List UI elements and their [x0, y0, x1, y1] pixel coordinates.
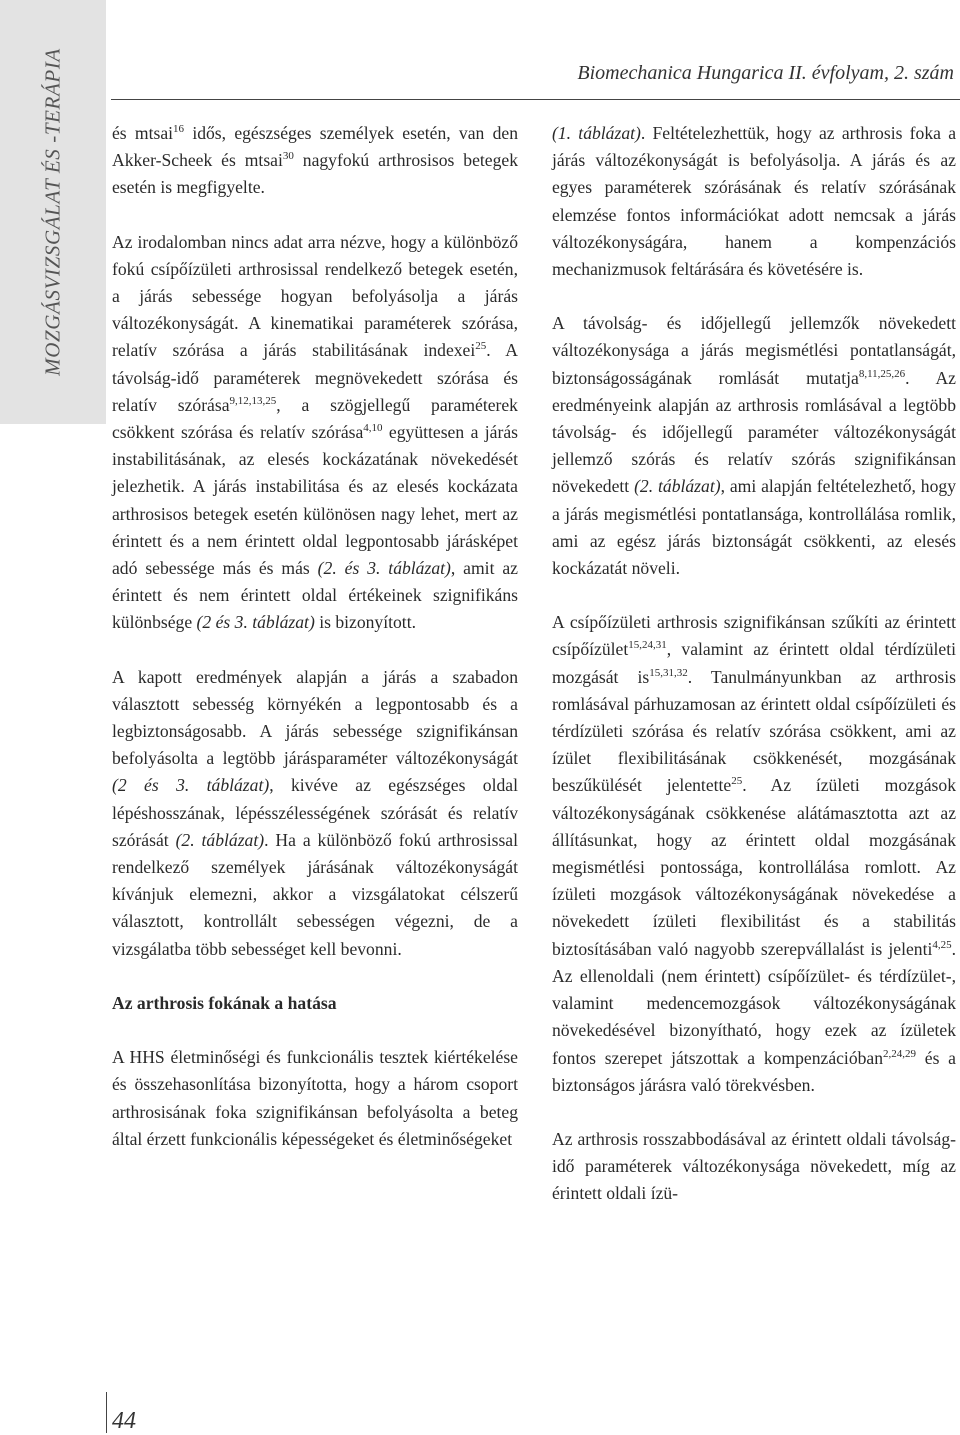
paragraph: (1. táblázat). Feltételezhettük, hogy az arthrosis foka a járás változékonyságát is befolyásolja. A járás és az egyes paraméterek szórásának és relatív szórásának elemzése fontos információkat adott nemcsak a járás változékonyságára, hanem a kompenzációs mechanizmusok feltárására és követésére is.	[552, 123, 957, 280]
journal-header: Biomechanica Hungarica II. évfolyam, 2. szám	[577, 62, 954, 84]
citation: 25	[475, 340, 487, 353]
paragraph: Az irodalomban nincs adat arra nézve, hogy a különböző fokú csípőízületi arthrosissal rendelkező betegek esetén, a járás sebessége hogyan befolyásolja a járás változékonyságát. A kinematikai paraméterek szórása, relatív szórása a járás stabilitásának indexei$^{25}$. A távolság-idő paraméterek megnövekedett szórása és relatív szórása$^{9,12,13,25}$, a szögjellegű paraméterek csökkent szórása és relatív szórása$^{4,10}$ együttesen a járás instabilitásának, az elesés kockázatának növekedését jelezhetik. A járás instabilitása és az elesés kockázata arthrosisos betegek esetén különösen nagy lehet, mert az érintett és a nem érintett oldal legpontosabb járásképet adó sebessége más és más (2. és 3. táblázat), amit az érintett és nem érintett oldal értékeinek szignifikáns különbsége (2 és 3. táblázat) is bizonyított.	[112, 231, 518, 633]
paragraph: A csípőízületi arthrosis szignifikánsan szűkíti az érintett csípőízület$^{15,24,31}$, valamint az érintett oldal térdízületi mozgását is$^{15,31,32}$. Tanulmányunkban az arthrosis romlásával párhuzamosan az érintett oldal csípőízületi és térdízületi szórása és relatív szórása csökkent, ami az ízület flexibilitásának csökkenését, mozgásának beszűkülését jelentette$^{25}$. Az ízületi mozgások változékonyságának csökkenése alátámasztotta azt az állításunkat, hogy az érintett oldal mozgásának megismétlési pontossága, kontrollálása romlott. Az ízületi mozgások változékonyságának növekedése a növekedett ízületi flexibilitást és a stabilitás biztosításában való nagyobb szerepvállalást is jelenti$^{4,25}$. Az ellenoldali (nem érintett) csípőízület- és térdízület-, valamint medencemozgások változékonyságának növekedésével bizonyítható, hogy ezek az ízületek fontos szerepet játszottak a kompenzációban$^{2,24,29}$ és a biztonságos járásra való törekvésben.	[552, 612, 956, 1095]
table-reference: (2. táblázat)	[175, 829, 265, 850]
paragraph: és mtsai$^{16}$ idős, egészséges személyek esetén, van den Akker-Scheek és mtsai$^{30}$ nagyfokú arthrosisos betegek esetén is megfigyelte.	[112, 123, 518, 198]
paragraph: A távolság- és időjellegű jellemzők növekedett változékonysága a járás megismétlési pontatlanságát, biztonságosságának romlását mutatja$^{8,11,25,26}$. Az eredményeink alapján az arthrosis romlásával a legtöbb távolság- és időjellegű paraméter változékonyságát jellemző szórás és relatív szórás szignifikánsan növekedett (2. táblázat), ami alapján feltételezhető, hogy a járás megismétlési pontatlansága, kontrollálása romlik, ami az egész járás biztonságát csökkenti, az elesés kockázatát növeli.	[552, 313, 956, 579]
table-reference: (2 és 3. táblázat)	[112, 775, 270, 796]
table-reference: (2. és 3. táblázat)	[317, 558, 451, 579]
right-column	[552, 120, 956, 1208]
citation: 4,25	[932, 938, 952, 951]
paragraph: Az arthrosis rosszabbodásával az érintett oldali távolság-idő paraméterek változékonysága növekedett, míg az érintett oldali ízü-	[552, 1128, 956, 1204]
section-tab	[0, 0, 106, 424]
paragraph: A HHS életminőségi és funkcionális tesztek kiértékelése és összehasonlítása bizonyította, hogy a három csoport arthrosisának foka szignifikánsan befolyásolta a beteg által érzett funkcionális képességeket és életminőségeket	[112, 1047, 518, 1149]
citation: 9,12,13,25	[229, 394, 277, 407]
table-reference: (2. táblázat)	[634, 476, 721, 497]
citation: 15,31,32	[649, 666, 688, 679]
citation: 2,24,29	[883, 1047, 917, 1060]
citation: 15,24,31	[628, 639, 667, 652]
page-number: 44	[112, 1408, 136, 1434]
left-column	[112, 120, 518, 1153]
section-title: MOZGÁSVIZSGÁLAT ÉS -TERÁPIA	[40, 48, 65, 376]
citation: 16	[173, 123, 185, 135]
citation: 8,11,25,26	[858, 367, 906, 380]
paragraph: A kapott eredmények alapján a járás a szabadon választott sebesség környékén a legpontosabb és a legbiztonságosabb. A járás sebessége szignifikánsan befolyásolta a legtöbb járásparaméter változékonyságát (2 és 3. táblázat), kivéve az egészséges oldal lépéshosszának, lépésszélességének szórását és relatív szórását (2. táblázat). Ha a különböző fokú arthrosissal rendelkező személyek járásának változékonyságát kívánjuk elemezni, akkor a vizsgálatokat célszerű választott, kontrollált sebességen végezni, de a vizsgálatba több sebességet kell bevonni.	[112, 666, 518, 959]
header-rule	[111, 99, 960, 100]
table-reference: (1. táblázat)	[552, 123, 641, 143]
citation: 25	[731, 775, 743, 788]
citation: 4,10	[363, 422, 383, 435]
table-reference: (2 és 3. táblázat)	[196, 612, 315, 633]
section-heading: Az arthrosis fokának a hatása	[112, 992, 337, 1013]
footer-rule	[106, 1392, 107, 1433]
citation: 30	[282, 150, 294, 163]
